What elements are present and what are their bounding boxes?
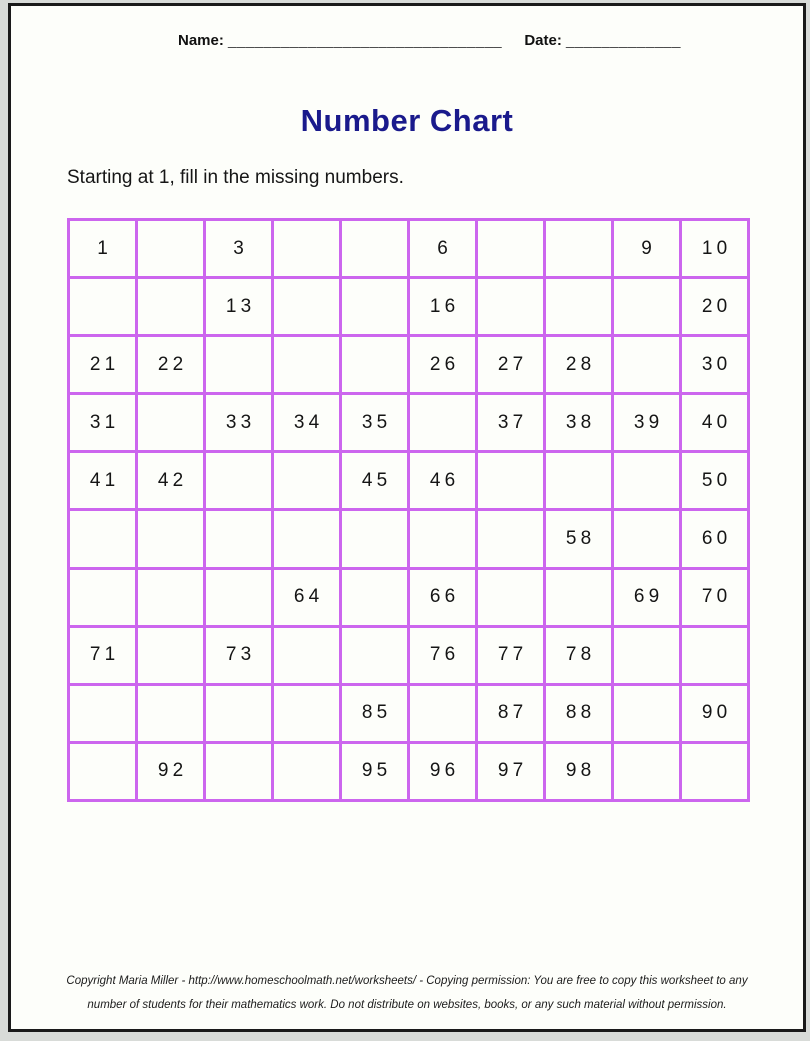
date-blank-line: _____________ (566, 32, 681, 49)
grid-cell-blank (70, 511, 135, 566)
grid-cell-filled: 90 (682, 686, 747, 741)
copyright-footer (11, 969, 803, 1017)
grid-cell-filled: 42 (138, 453, 203, 508)
grid-cell-filled: 46 (410, 453, 475, 508)
grid-cell-filled: 9 (614, 221, 679, 276)
grid-cell-blank (274, 744, 339, 799)
grid-cell-blank (274, 337, 339, 392)
grid-cell-filled: 96 (410, 744, 475, 799)
grid-cell-filled: 77 (478, 628, 543, 683)
grid-cell-filled: 31 (70, 395, 135, 450)
grid-cell-filled: 60 (682, 511, 747, 566)
grid-cell-blank (342, 279, 407, 334)
grid-cell-blank (478, 221, 543, 276)
grid-cell-blank (70, 570, 135, 625)
grid-cell-filled: 73 (206, 628, 271, 683)
grid-cell-filled: 50 (682, 453, 747, 508)
grid-cell-blank (138, 511, 203, 566)
grid-cell-filled: 3 (206, 221, 271, 276)
copyright-line-1: Copyright Maria Miller - http://www.homeschoolmath.net/worksheets/ - Copying permission: You are free to copy this worksheet to any (66, 975, 748, 987)
grid-cell-blank (478, 279, 543, 334)
grid-cell-blank (138, 628, 203, 683)
grid-cell-blank (614, 628, 679, 683)
grid-cell-filled: 39 (614, 395, 679, 450)
grid-cell-blank (342, 221, 407, 276)
grid-cell-filled: 98 (546, 744, 611, 799)
grid-cell-blank (206, 686, 271, 741)
grid-cell-blank (546, 453, 611, 508)
grid-cell-blank (614, 686, 679, 741)
grid-cell-blank (614, 511, 679, 566)
grid-cell-blank (274, 511, 339, 566)
grid-cell-blank (138, 221, 203, 276)
grid-cell-filled: 71 (70, 628, 135, 683)
grid-cell-filled: 76 (410, 628, 475, 683)
grid-cell-filled: 13 (206, 279, 271, 334)
grid-cell-blank (342, 337, 407, 392)
grid-cell-filled: 38 (546, 395, 611, 450)
grid-cell-filled: 26 (410, 337, 475, 392)
instruction-text: Starting at 1, fill in the missing numbers. (67, 167, 404, 188)
grid-cell-blank (206, 744, 271, 799)
grid-cell-blank (274, 279, 339, 334)
grid-cell-blank (138, 570, 203, 625)
grid-cell-blank (410, 395, 475, 450)
grid-cell-filled: 33 (206, 395, 271, 450)
page-title: Number Chart (300, 103, 514, 138)
grid-cell-filled: 34 (274, 395, 339, 450)
grid-cell-filled: 20 (682, 279, 747, 334)
grid-cell-blank (70, 744, 135, 799)
grid-cell-blank (342, 511, 407, 566)
grid-cell-blank (138, 686, 203, 741)
grid-cell-blank (410, 686, 475, 741)
grid-cell-blank (70, 686, 135, 741)
grid-cell-blank (614, 279, 679, 334)
grid-cell-blank (478, 453, 543, 508)
name-label: Name: (178, 32, 224, 49)
grid-cell-blank (546, 221, 611, 276)
grid-cell-filled: 64 (274, 570, 339, 625)
grid-cell-blank (138, 395, 203, 450)
grid-cell-blank (274, 221, 339, 276)
grid-cell-filled: 41 (70, 453, 135, 508)
grid-cell-blank (614, 453, 679, 508)
grid-cell-blank (478, 511, 543, 566)
grid-cell-filled: 85 (342, 686, 407, 741)
grid-cell-blank (70, 279, 135, 334)
worksheet-page (8, 3, 806, 1032)
grid-cell-filled: 22 (138, 337, 203, 392)
grid-cell-blank (682, 628, 747, 683)
grid-cell-filled: 97 (478, 744, 543, 799)
grid-cell-filled: 35 (342, 395, 407, 450)
name-blank-line: _______________________________ (228, 32, 503, 49)
grid-cell-blank (274, 453, 339, 508)
grid-cell-blank (546, 570, 611, 625)
grid-cell-blank (614, 337, 679, 392)
grid-cell-filled: 1 (70, 221, 135, 276)
grid-cell-filled: 16 (410, 279, 475, 334)
grid-cell-blank (614, 744, 679, 799)
grid-cell-blank (206, 511, 271, 566)
date-label: Date: (524, 32, 562, 49)
grid-cell-blank (206, 453, 271, 508)
grid-cell-filled: 28 (546, 337, 611, 392)
grid-cell-filled: 45 (342, 453, 407, 508)
grid-cell-blank (274, 686, 339, 741)
grid-cell-filled: 37 (478, 395, 543, 450)
grid-cell-blank (138, 279, 203, 334)
grid-cell-blank (206, 570, 271, 625)
grid-cell-blank (546, 279, 611, 334)
grid-cell-blank (410, 511, 475, 566)
grid-cell-blank (206, 337, 271, 392)
grid-cell-filled: 87 (478, 686, 543, 741)
grid-cell-filled: 95 (342, 744, 407, 799)
grid-cell-filled: 6 (410, 221, 475, 276)
name-date-header (178, 32, 681, 49)
grid-cell-filled: 88 (546, 686, 611, 741)
grid-cell-filled: 21 (70, 337, 135, 392)
grid-cell-filled: 92 (138, 744, 203, 799)
grid-cell-filled: 78 (546, 628, 611, 683)
grid-cell-filled: 69 (614, 570, 679, 625)
grid-cell-blank (274, 628, 339, 683)
grid-cell-filled: 40 (682, 395, 747, 450)
grid-cell-blank (342, 628, 407, 683)
grid-cell-filled: 10 (682, 221, 747, 276)
grid-cell-blank (682, 744, 747, 799)
grid-cell-filled: 58 (546, 511, 611, 566)
grid-cell-filled: 66 (410, 570, 475, 625)
grid-cell-filled: 27 (478, 337, 543, 392)
grid-cell-filled: 30 (682, 337, 747, 392)
grid-cell-blank (342, 570, 407, 625)
number-grid (67, 218, 750, 802)
grid-cell-blank (478, 570, 543, 625)
copyright-line-2: number of students for their mathematics work. Do not distribute on websites, books, or any such material without permission. (87, 999, 727, 1011)
grid-cell-filled: 70 (682, 570, 747, 625)
